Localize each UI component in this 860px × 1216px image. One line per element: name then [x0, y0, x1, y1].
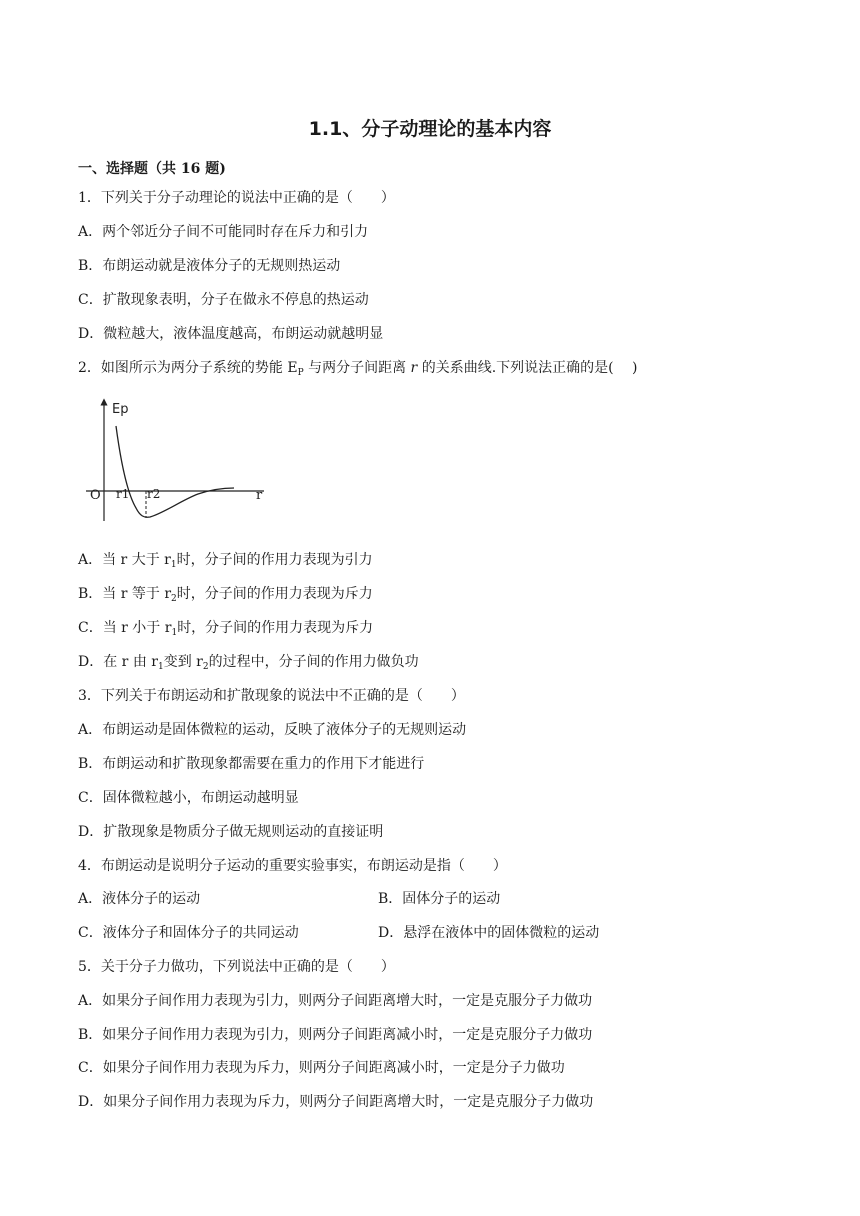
- q1-option-b: B．布朗运动就是液体分子的无规则热运动: [78, 258, 341, 274]
- section-heading: 一、选择题（共 16 题): [78, 161, 226, 177]
- y-axis-label: Ep: [112, 402, 129, 417]
- q1-option-c: C．扩散现象表明，分子在做永不停息的热运动: [78, 292, 369, 308]
- q3-option-c: C．固体微粒越小，布朗运动越明显: [78, 790, 299, 806]
- q4-option-b: B．固体分子的运动: [378, 891, 501, 907]
- q2-stem: 2．如图所示为两分子系统的势能 $E_P$ 与两分子间距离 r 的关系曲线.下列说法正确的是( ): [78, 360, 638, 378]
- q5-option-b: B．如果分子间作用力表现为引力，则两分子间距离减小时，一定是克服分子力做功: [78, 1027, 593, 1043]
- r2-label: r2: [147, 487, 161, 501]
- x-axis-label: r: [256, 488, 263, 503]
- q1-option-d: D．微粒越大，液体温度越高，布朗运动就越明显: [78, 326, 384, 342]
- q5-option-d: D．如果分子间作用力表现为斥力，则两分子间距离增大时，一定是克服分子力做功: [78, 1094, 594, 1110]
- q2-option-a: A．当 r 大于 $r_1$时，分子间的作用力表现为引力: [78, 552, 373, 570]
- q2-option-c: C．当 r 小于 $r_1$时，分子间的作用力表现为斥力: [78, 620, 374, 638]
- q3-option-a: A．布朗运动是固体微粒的运动，反映了液体分子的无规则运动: [78, 722, 467, 738]
- potential-energy-graph: [78, 396, 278, 526]
- origin-label: O: [90, 488, 101, 503]
- q5-option-c: C．如果分子间作用力表现为斥力，则两分子间距离减小时，一定是分子力做功: [78, 1060, 565, 1076]
- q3-stem: 3．下列关于布朗运动和扩散现象的说法中不正确的是（ ）: [78, 688, 465, 704]
- q2-option-b: B．当 r 等于 $r_2$时，分子间的作用力表现为斥力: [78, 586, 373, 604]
- q4-option-d: D．悬浮在液体中的固体微粒的运动: [378, 925, 600, 941]
- q3-option-d: D．扩散现象是物质分子做无规则运动的直接证明: [78, 824, 384, 840]
- q4-stem: 4．布朗运动是说明分子运动的重要实验事实，布朗运动是指（ ）: [78, 858, 507, 874]
- potential-curve: [116, 426, 234, 517]
- q4-option-a: A．液体分子的运动: [78, 891, 201, 907]
- q1-option-a: A．两个邻近分子间不可能同时存在斥力和引力: [78, 224, 369, 240]
- q5-option-a: A．如果分子间作用力表现为引力，则两分子间距离增大时，一定是克服分子力做功: [78, 993, 593, 1009]
- r1-label: r1: [116, 487, 130, 501]
- q1-stem: 1．下列关于分子动理论的说法中正确的是（ ）: [78, 190, 395, 206]
- page-title: 1.1、分子动理论的基本内容: [308, 118, 552, 140]
- q2-option-d: D．在 r 由 $r_1$变到 $r_2$的过程中，分子间的作用力做负功: [78, 654, 419, 672]
- q5-stem: 5．关于分子力做功，下列说法中正确的是（ ）: [78, 959, 395, 975]
- q3-option-b: B．布朗运动和扩散现象都需要在重力的作用下才能进行: [78, 756, 425, 772]
- q4-option-c: C．液体分子和固体分子的共同运动: [78, 925, 299, 941]
